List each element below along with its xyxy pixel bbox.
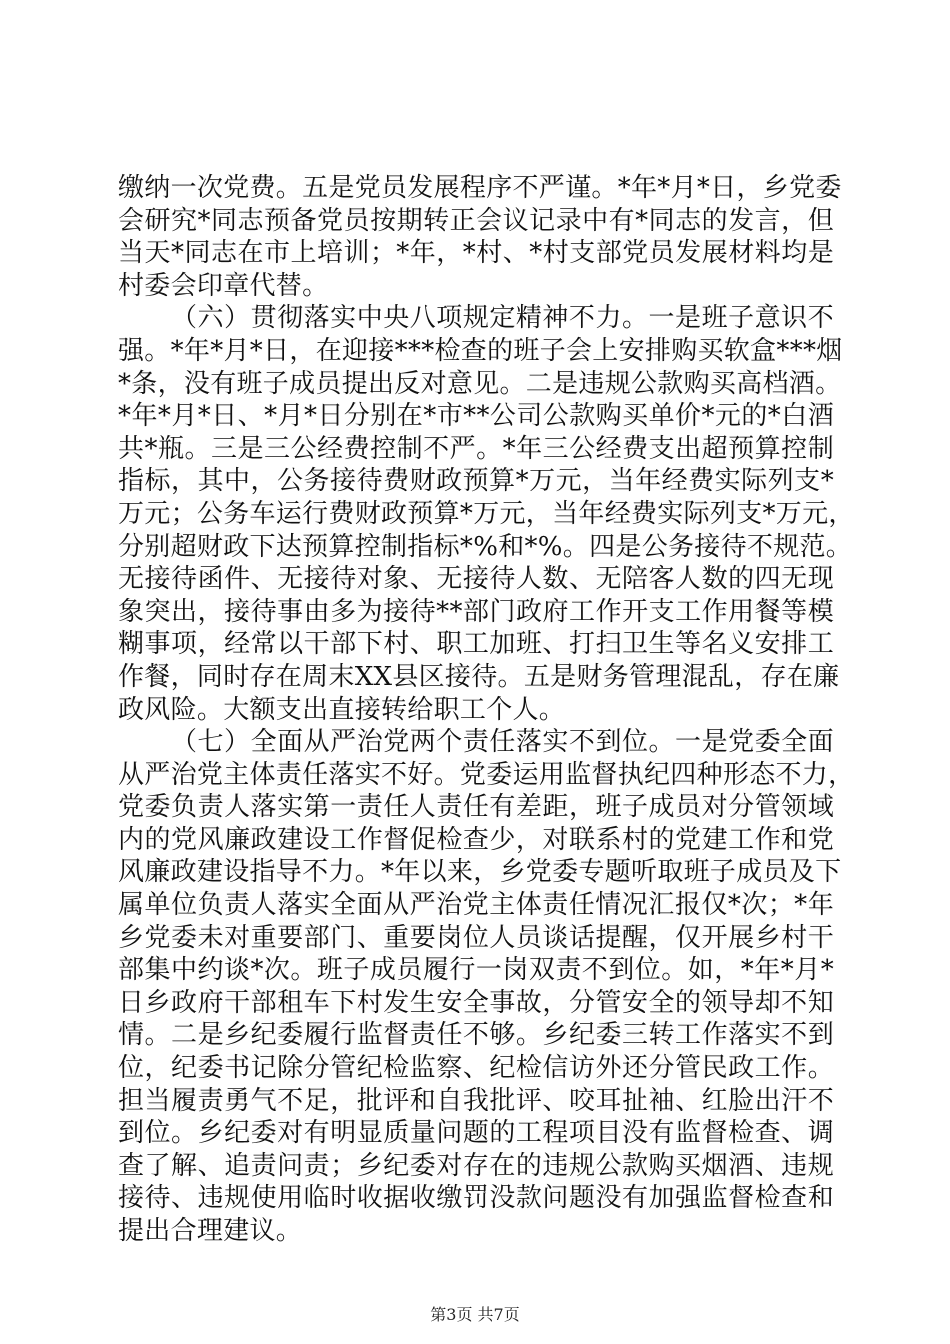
text-line: 分别超财政下达预算控制指标*%和*%。四是公务接待不规范。 (118, 531, 853, 562)
text-line: 位，纪委书记除分管纪检监察、纪检信访外还分管民政工作。 (118, 1053, 834, 1084)
text-line: 接待、违规使用临时收据收缴罚没款问题没有加强监督检查和 (118, 1183, 834, 1214)
page-number-footer: 第3页 共7页 (430, 1305, 520, 1324)
paragraph-3 (118, 726, 855, 1248)
text-line: 无接待函件、无接待对象、无接待人数、无陪客人数的四无现 (118, 564, 834, 595)
text-line: 缴纳一次党费。五是党员发展程序不严谨。*年*月*日，乡党委 (118, 173, 842, 203)
text-line: 担当履责勇气不足，批评和自我批评、咬耳扯袖、红脸出汗不 (118, 1085, 834, 1116)
text-line: 内的党风廉政建设工作督促检查少，对联系村的党建工作和党 (118, 824, 834, 855)
document-body (118, 172, 855, 1248)
text-line: *年*月*日、*月*日分别在*市**公司公款购买单价*元的*白酒 (118, 401, 834, 432)
text-line: 查了解、追责问责；乡纪委对存在的违规公款购买烟酒、违规 (118, 1150, 834, 1181)
text-line: （六）贯彻落实中央八项规定精神不力。一是班子意识不 (171, 303, 834, 334)
text-line: 政风险。大额支出直接转给职工个人。 (118, 694, 566, 725)
text-line: 提出合理建议。 (118, 1216, 303, 1246)
text-line: 共*瓶。三是三公经费控制不严。*年三公经费支出超预算控制 (118, 433, 834, 464)
paragraph-1 (118, 172, 842, 302)
text-line: 部集中约谈*次。班子成员履行一岗双责不到位。如，*年*月* (118, 955, 834, 986)
text-line: 强。*年*月*日，在迎接***检查的班子会上安排购买软盒***烟 (118, 335, 843, 366)
text-line: 会研究*同志预备党员按期转正会议记录中有*同志的发言，但 (118, 205, 834, 236)
text-line: 乡党委未对重要部门、重要岗位人员谈话提醒，仅开展乡村干 (118, 922, 834, 953)
text-line: 从严治党主体责任落实不好。党委运用监督执纪四种形态不力， (118, 759, 855, 790)
text-line: 糊事项，经常以干部下村、职工加班、打扫卫生等名义安排工 (118, 629, 834, 660)
text-line: （七）全面从严治党两个责任落实不到位。一是党委全面 (171, 727, 834, 758)
text-line: 村委会印章代替。 (118, 270, 329, 301)
text-line: 作餐，同时存在周末XX县区接待。五是财务管理混乱，存在廉 (118, 661, 840, 692)
text-line: 到位。乡纪委对有明显质量问题的工程项目没有监督检查、调 (118, 1118, 834, 1149)
text-line: 情。二是乡纪委履行监督责任不够。乡纪委三转工作落实不到 (118, 1020, 834, 1051)
text-line: 属单位负责人落实全面从严治党主体责任情况汇报仅*次；*年 (118, 890, 834, 921)
text-line: *条，没有班子成员提出反对意见。二是违规公款购买高档酒。 (118, 368, 842, 399)
text-line: 万元；公务车运行费财政预算*万元，当年经费实际列支*万元， (118, 498, 855, 529)
text-line: 党委负责人落实第一责任人责任有差距，班子成员对分管领域 (118, 792, 834, 823)
text-line: 当天*同志在市上培训；*年，*村、*村支部党员发展材料均是 (118, 238, 834, 269)
text-line: 指标，其中，公务接待费财政预算*万元，当年经费实际列支* (118, 466, 834, 497)
text-line: 象突出，接待事由多为接待**部门政府工作开支工作用餐等模 (118, 596, 834, 627)
paragraph-2 (118, 302, 855, 726)
text-line: 日乡政府干部租车下村发生安全事故，分管安全的领导却不知 (118, 987, 834, 1018)
text-line: 风廉政建设指导不力。*年以来，乡党委专题听取班子成员及下 (118, 857, 842, 888)
